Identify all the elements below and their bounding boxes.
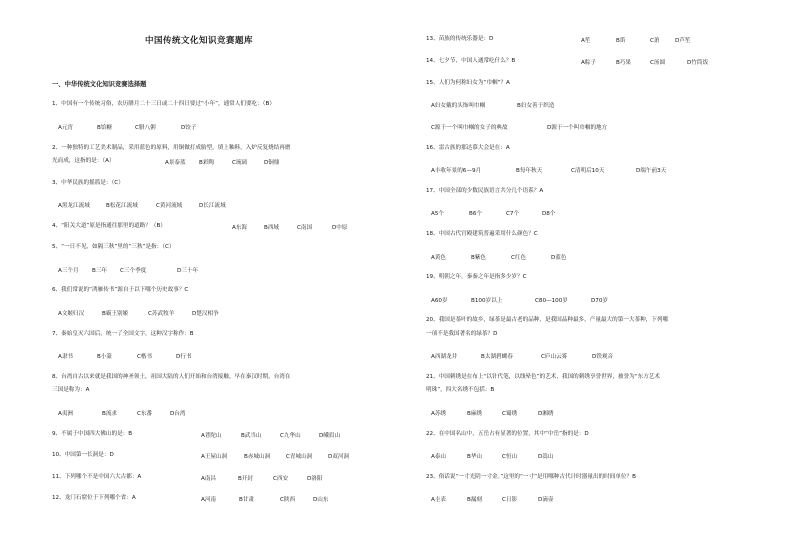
- option-d: D铜鼎: [264, 160, 280, 166]
- option-d: D嵩山: [538, 454, 554, 460]
- option-b: B6个: [469, 211, 482, 217]
- option-d: D长江流域: [199, 203, 226, 209]
- option-a: A西湖龙井: [431, 354, 458, 360]
- option-b: B霸王别姬: [102, 311, 129, 317]
- option-a: A60岁: [431, 298, 448, 304]
- option-c: C九华山: [280, 433, 301, 439]
- option-b: B武当山: [241, 433, 262, 439]
- option-c: C西安: [273, 476, 289, 482]
- option-c: C蜀绣: [502, 411, 518, 417]
- question-20-line-1: 20、我国是茶叶的故乡，绿茶是最古老的品种，是我国品种最多，产量最大的第一大茶种，下列哪: [426, 317, 669, 323]
- question-9: 9、不属于中国四大佛山的是：B: [52, 431, 133, 437]
- option-a: A圭表: [431, 497, 447, 503]
- option-a: A粽子: [581, 60, 597, 66]
- option-b: B巧果: [616, 60, 632, 66]
- option-d: D端午前3天: [636, 168, 667, 174]
- question-17: 17、中国全部的少数民族语言共分几个语系？A: [426, 188, 544, 194]
- option-c: C汤圆: [650, 60, 666, 66]
- option-d: D峨眉山: [319, 433, 341, 439]
- option-b: B100岁以上: [471, 298, 503, 304]
- option-b: B西域: [264, 225, 280, 231]
- option-b: B华山: [467, 454, 483, 460]
- option-d: D源于一个叫巾帼的地方: [547, 125, 608, 131]
- question-15: 15、人们为何称妇女为“巾帼”？A: [426, 80, 510, 86]
- option-d: D洛阳: [307, 476, 323, 482]
- option-c: C青城山洞: [286, 454, 313, 460]
- option-c: C黄河流域: [156, 203, 183, 209]
- option-b: B赤城山洞: [244, 454, 271, 460]
- option-b: B麻绣: [467, 411, 483, 417]
- option-c: C腊八粥: [135, 125, 156, 131]
- question-20-line-2: 一项不是我国著名的绿茶？D: [426, 331, 498, 337]
- question-5: 5、“一日不见，如隔三秋”里的“三秋”是指：（C）: [52, 244, 175, 250]
- option-a: A河南: [201, 497, 217, 503]
- option-c: C苏武牧羊: [148, 311, 175, 317]
- option-d: D蓝色: [551, 255, 567, 261]
- question-8-line-1: 8、台湾自古以来就是我国的神圣领土，祖国大陆的人们开始和台湾接触，早在秦汉时期，台湾在: [52, 374, 291, 380]
- option-a: A隶书: [58, 354, 74, 360]
- option-d: D70岁: [591, 298, 609, 304]
- option-b: B妇女善于织造: [517, 103, 555, 109]
- option-b: B紫色: [471, 255, 487, 261]
- question-7: 7、秦始皇灭六国后，统一了全国文字，这种汉字称作：B: [52, 331, 194, 337]
- option-a: A东海: [232, 225, 248, 231]
- option-d: D饺子: [181, 125, 197, 131]
- option-a: A南昌: [201, 476, 217, 482]
- question-23: 23、俗话说“一寸光阴一寸金。”这里的“一寸”是用哪种古代计时器量出的时间单位？B: [426, 474, 636, 480]
- option-c: C红色: [511, 255, 527, 261]
- question-18: 18、中国古代宫殿建筑普遍采用什么颜色？C: [426, 231, 538, 237]
- question-12: 12、龙门石窟位于下列哪个省：A: [52, 495, 136, 501]
- option-c: C清明后10天: [571, 168, 605, 174]
- question-13: 13、苗族的传统乐器是：D: [426, 36, 494, 42]
- section-heading: 一、中华传统文化知识竞赛选择题: [52, 81, 147, 88]
- option-d: D山东: [313, 497, 329, 503]
- option-a: A泰山: [431, 454, 447, 460]
- option-c: C东番: [137, 411, 153, 417]
- option-a: A丰收年景的6—9月: [431, 168, 482, 174]
- option-b: B三年: [92, 268, 108, 274]
- question-11: 11、下列哪个不是中国六大古都：A: [52, 474, 142, 480]
- option-a: A苏绣: [431, 411, 447, 417]
- option-c: C日影: [502, 497, 518, 503]
- option-d: D竹筒饭: [687, 60, 709, 66]
- option-c: C恒山: [502, 454, 518, 460]
- question-2-line-1: 2、一种独特的工艺美术制品，采用蓝色的原料，用铜做打成胎型，填上釉料，入炉反复烧结再磨: [52, 145, 291, 151]
- option-b: B每年秋天: [516, 168, 543, 174]
- option-b: B太湖碧螺春: [481, 354, 513, 360]
- option-d: D芦笙: [675, 38, 691, 44]
- option-b: B甘肃: [239, 497, 255, 503]
- option-a: A笙: [581, 38, 591, 44]
- option-b: B笛: [616, 38, 626, 44]
- question-4: 4、“阳关大道”原是指通往那里的道路？（B）: [52, 223, 166, 229]
- question-10: 10、中国第一长洞是：D: [52, 452, 114, 458]
- option-a: A5个: [431, 211, 444, 217]
- option-c: C80—100岁: [535, 298, 568, 304]
- option-a: A黑龙江流域: [58, 203, 90, 209]
- question-14: 14、七夕节，中国人通常吃什么？B: [426, 58, 516, 64]
- question-16: 16、雷古族的那达慕大会是在：A: [426, 145, 510, 151]
- option-b: B饸糖: [97, 125, 113, 131]
- question-1: 1、中国有一个传统习俗，农历腊月二十三日或二十四日要过“小年”，通常人们要吃：（B）: [52, 101, 275, 107]
- option-a: A文姬归汉: [58, 311, 85, 317]
- option-c: C南国: [297, 225, 313, 231]
- question-3: 3、中华民族的摇篮是：（C）: [52, 180, 124, 186]
- option-d: D双河洞: [328, 454, 350, 460]
- option-a: A景泰蓝: [165, 160, 186, 166]
- option-c: C三个季度: [120, 268, 147, 274]
- option-c: C琉璃: [232, 160, 248, 166]
- option-c: C萧: [650, 38, 660, 44]
- option-a: A三个月: [58, 268, 79, 274]
- option-d: D铁观音: [592, 354, 614, 360]
- option-a: A妇女戴的头饰叫巾帼: [431, 103, 486, 109]
- option-a: A夷洲: [58, 411, 74, 417]
- option-a: A王屋山洞: [201, 454, 228, 460]
- option-c: C7个: [506, 211, 520, 217]
- option-b: B开封: [238, 476, 254, 482]
- question-19: 19、明朝之年，秦秦之年是指多少岁？C: [426, 274, 527, 280]
- option-c: C楷书: [137, 354, 153, 360]
- option-c: C陕西: [280, 497, 296, 503]
- option-a: A普陀山: [201, 433, 222, 439]
- question-8-line-2: 三国是称为：A: [52, 387, 90, 393]
- option-d: D台湾: [170, 411, 186, 417]
- question-22: 22、在中国名山中，五岳占有显著的位置，其中“中岳”指的是：D: [426, 431, 589, 437]
- option-b: B漏刻: [467, 497, 483, 503]
- option-b: B彩陶: [199, 160, 215, 166]
- option-c: C庐山云雾: [541, 354, 568, 360]
- option-c: C源于一个叫巾帼的女子的典故: [431, 125, 508, 131]
- page-title: 中国传统文化知识竞赛题库: [145, 36, 254, 46]
- question-6: 6、我们常说的“鸿雁传书”源自于以下哪个历史故事？C: [52, 287, 189, 293]
- option-d: D滴壶: [538, 497, 554, 503]
- option-b: B松花江流域: [106, 203, 138, 209]
- option-d: D楚汉相争: [192, 311, 219, 317]
- option-b: B流求: [102, 411, 118, 417]
- question-2-line-2: 光而成，这指的是：（A）: [52, 158, 115, 164]
- option-b: B小篆: [97, 354, 113, 360]
- option-d: D行书: [176, 354, 192, 360]
- question-21-line-2: 明珠”，四大名绣不包括：B: [426, 387, 495, 393]
- option-d: D8个: [542, 211, 556, 217]
- option-a: A元宵: [58, 125, 74, 131]
- question-21-line-1: 21、中国刺绣是在布上“以针代笔，以线晕色”的艺术，我国的刺绣享誉世界，被誉为“东方艺术: [426, 374, 660, 380]
- option-d: D湘绣: [538, 411, 554, 417]
- option-d: D中原: [332, 225, 348, 231]
- option-a: A黄色: [431, 255, 447, 261]
- option-d: D三十年: [177, 268, 199, 274]
